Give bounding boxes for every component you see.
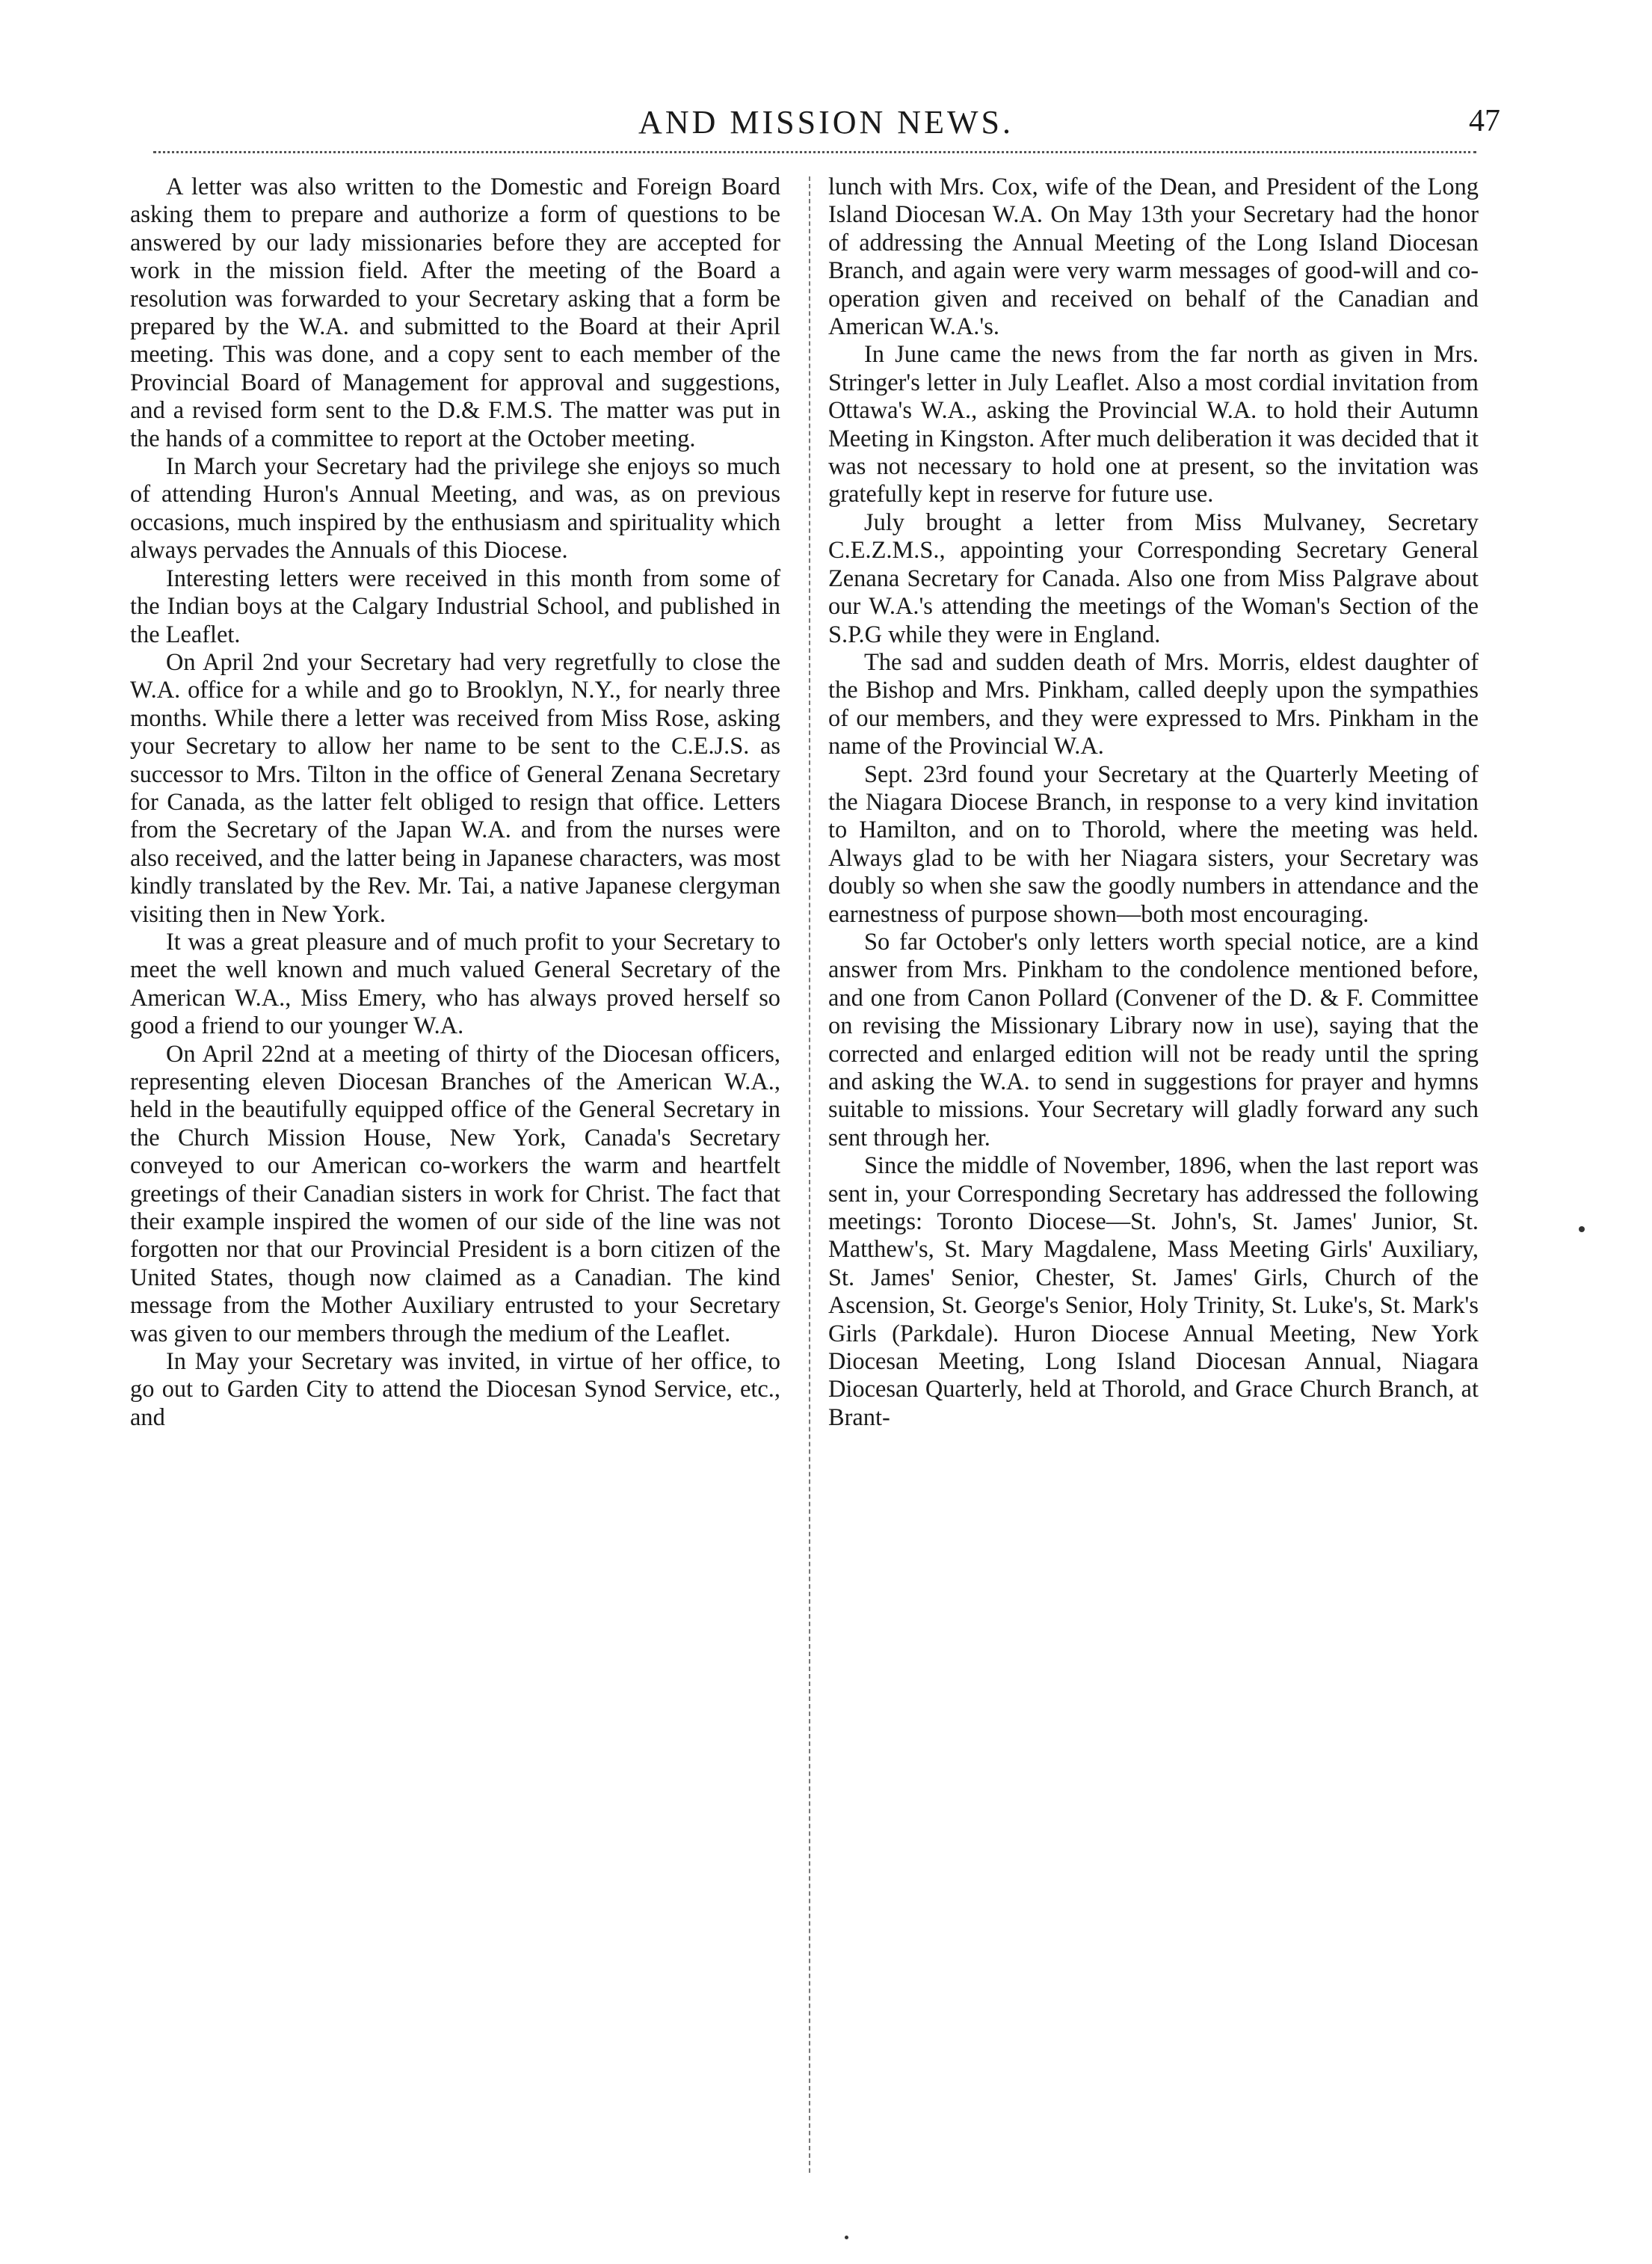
paragraph: In March your Secretary had the privilege she enjoys so much of attending Huron's Annual Meeting, and was, as on previous occasions, much inspired by the enthusiasm and spirituality which always pervades the Annuals of this Diocese.	[130, 453, 780, 565]
page-header	[0, 103, 1652, 148]
paragraph: In May your Secretary was invited, in virtue of her office, to go out to Garden City to attend the Diocesan Synod Service, etc., and	[130, 1348, 780, 1431]
running-head: AND MISSION NEWS.	[638, 104, 1014, 141]
page-number: 47	[1469, 104, 1500, 138]
right-column	[828, 173, 1479, 2177]
paragraph: July brought a letter from Miss Mulvaney, Secretary C.E.Z.M.S., appointing your Corresponding Secretary General Zenana Secretary for Canada. Also one from Miss Palgrave about our W.A.'s attending the meetings of the Woman's Section of the S.P.G while they were in England.	[828, 508, 1479, 648]
left-column	[130, 173, 780, 2177]
paragraph: It was a great pleasure and of much profit to your Secretary to meet the well known and much valued General Secretary of the American W.A., Miss Emery, who has always proved herself so good a friend to our younger W.A.	[130, 928, 780, 1040]
paragraph: On April 2nd your Secretary had very regretfully to close the W.A. office for a while and go to Brooklyn, N.Y., for nearly three months. While there a letter was received from Miss Rose, asking your Secretary to allow her name to be sent to the C.E.J.S. as successor to Mrs. Tilton in the office of General Zenana Secretary for Canada, as the latter felt obliged to resign that office. Letters from the Secretary of the Japan W.A. and from the nurses were also received, and the latter being in Japanese characters, was most kindly translated by the Rev. Mr. Tai, a native Japanese clergyman visiting then in New York.	[130, 648, 780, 928]
ink-speck	[1579, 1226, 1585, 1232]
paragraph: Interesting letters were received in this month from some of the Indian boys at the Calgary Industrial School, and published in the Leaflet.	[130, 565, 780, 648]
paragraph: On April 22nd at a meeting of thirty of the Diocesan officers, representing eleven Diocesan Branches of the American W.A., held in the beautifully equipped office of the General Secretary in the Church Mission House, New York, Canada's Secretary conveyed to our American co-workers the warm and heartfelt greetings of their Canadian sisters in work for Christ. The fact that their example inspired the women of our side of the line was not forgotten nor that our Provincial President is a born citizen of the United States, though now claimed as a Canadian. The kind message from the Mother Auxiliary entrusted to your Secretary was given to our members through the medium of the Leaflet.	[130, 1040, 780, 1347]
paragraph: Since the middle of November, 1896, when the last report was sent in, your Corresponding Secretary has addressed the following meetings: Toronto Diocese—St. John's, St. James' Junior, St. Matthew's, St. Mary Magdalene, Mass Meeting Girls' Auxiliary, St. James' Senior, Chester, St. James' Girls, Church of the Ascension, St. George's Senior, Holy Trinity, St. Luke's, St. Mark's Girls (Parkdale). Huron Diocese Annual Meeting, New York Diocesan Meeting, Long Island Diocesan Annual, Niagara Diocesan Quarterly, held at Thorold, and Grace Church Branch, at Brant-	[828, 1152, 1479, 1431]
paragraph: In June came the news from the far north as given in Mrs. Stringer's letter in July Leaflet. Also a most cordial invitation from Ottawa's W.A., asking the Provincial W.A. to hold their Autumn Meeting in Kingston. After much deliberation it was decided that it was not necessary to hold one at present, so the invitation was gratefully kept in reserve for future use.	[828, 341, 1479, 508]
paragraph: Sept. 23rd found your Secretary at the Quarterly Meeting of the Niagara Diocese Branch, in response to a very kind invitation to Hamilton, and on to Thorold, where the meeting was held. Always glad to be with her Niagara sisters, your Secretary was doubly so when she saw the goodly numbers in attendance and the earnestness of purpose shown—both most encouraging.	[828, 760, 1479, 928]
paragraph: The sad and sudden death of Mrs. Morris, eldest daughter of the Bishop and Mrs. Pinkham, called deeply upon the sympathies of our members, and they were expressed to Mrs. Pinkham in the name of the Provincial W.A.	[828, 648, 1479, 760]
column-divider	[809, 176, 810, 2173]
paragraph: So far October's only letters worth special notice, are a kind answer from Mrs. Pinkham to the condolence mentioned before, and one from Canon Pollard (Convener of the D. & F. Committee on revising the Missionary Library now in use), saying that the corrected and enlarged edition will not be ready until the spring and asking the W.A. to send in suggestions for prayer and hymns suitable to missions. Your Secretary will gladly forward any such sent through her.	[828, 928, 1479, 1151]
ink-speck	[845, 2236, 848, 2239]
paragraph-continued: lunch with Mrs. Cox, wife of the Dean, and President of the Long Island Diocesan W.A. On May 13th your Secretary had the honor of addressing the Annual Meeting of the Long Island Diocesan Branch, and again were very warm messages of good-will and co-operation given and received on behalf of the Canadian and American W.A.'s.	[828, 173, 1479, 341]
paragraph: A letter was also written to the Domestic and Foreign Board asking them to prepare and authorize a form of questions to be answered by our lady missionaries before they are accepted for work in the mission field. After the meeting of the Board a resolution was forwarded to your Secretary asking that a form be prepared by the W.A. and submitted to the Board at their April meeting. This was done, and a copy sent to each member of the Provincial Board of Management for approval and suggestions, and a revised form sent to the D.& F.M.S. The matter was put in the hands of a committee to report at the October meeting.	[130, 173, 780, 452]
header-rule	[153, 151, 1476, 153]
